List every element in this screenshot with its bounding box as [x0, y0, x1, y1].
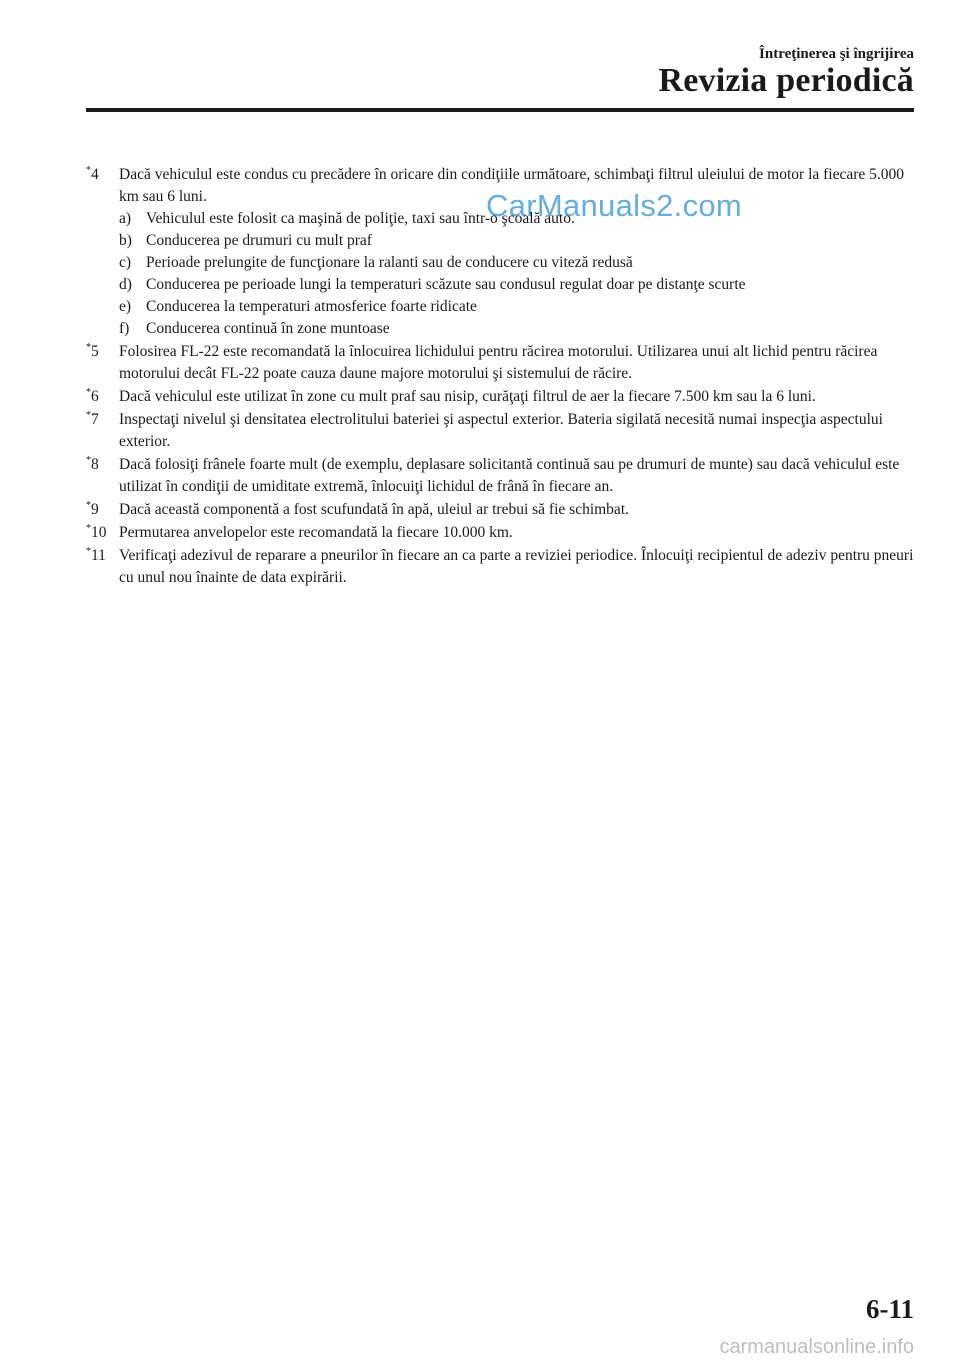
list-item: d) Conducerea pe perioade lungi la temperaturi scăzute sau condusul regulat doar pe distanţe scurte [119, 276, 746, 293]
note-text: Permutarea anvelopelor este recomandată la fiecare 10.000 km. [119, 524, 513, 541]
note-text: Verificaţi adezivul de reparare a pneurilor în fiecare an ca parte a reviziei periodice. Înlocuiţi recipientul de adeziv pentru pneuri cu unul nou înainte de data expirării. [119, 547, 914, 586]
note-number: *4 [86, 165, 99, 183]
list-item: f) Conducerea continuă în zone muntoase [119, 320, 390, 337]
note-number: *8 [86, 455, 99, 473]
header-section-label: Întreţinerea şi îngrijirea [759, 46, 914, 62]
page-title: Revizia periodică [658, 62, 914, 99]
note-text: Dacă vehiculul este utilizat în zone cu mult praf sau nisip, curăţaţi filtrul de aer la fiecare 7.500 km sau la 6 luni. [119, 388, 816, 405]
note-text: Dacă folosiţi frânele foarte mult (de exemplu, deplasare solicitantă continuă sau pe drumuri de munte) sau dacă vehiculul este utilizat în condiţii de umiditate extremă, înlocuiţi lichidul de frână în fiecare an. [119, 456, 900, 495]
note-10 [86, 522, 916, 544]
note-text: Dacă această componentă a fost scufundată în apă, uleiul ar trebui să fie schimbat. [119, 501, 629, 518]
list-item: c) Perioade prelungite de funcţionare la ralanti sau de conducere cu viteză redusă [119, 254, 633, 271]
note-number: *7 [86, 410, 99, 428]
notes-list [86, 164, 916, 590]
list-item: e) Conducerea la temperaturi atmosferice foarte ridicate [119, 298, 477, 315]
note-number: *9 [86, 500, 99, 518]
note-number: *5 [86, 342, 99, 360]
note-number: *10 [86, 523, 107, 541]
note-4 [86, 164, 916, 340]
page-number: 6-11 [865, 1294, 914, 1324]
note-11 [86, 545, 916, 589]
list-item: a) Vehiculul este folosit ca maşină de poliţie, taxi sau într-o şcoală auto. [119, 210, 575, 227]
list-item: b) Conducerea pe drumuri cu mult praf [119, 232, 372, 249]
note-text: Dacă vehiculul este condus cu precădere în oricare din condiţiile următoare, schimbaţi filtrul uleiului de motor la fiecare 5.000 km sau 6 luni. [119, 166, 905, 205]
note-number: *11 [86, 546, 106, 564]
note-5 [86, 341, 916, 385]
watermark-bottom: carmanualsonline.info [719, 1336, 914, 1358]
note-text: Inspectaţi nivelul şi densitatea electrolitului bateriei şi aspectul exterior. Bateria sigilată necesită numai inspecţia aspectului exterior. [119, 411, 883, 450]
note-7 [86, 409, 916, 453]
watermark-top: CarManuals2.com [486, 188, 743, 223]
note-text: Folosirea FL-22 este recomandată la înlocuirea lichidului pentru răcirea motorului. Utilizarea unui alt lichid pentru răcirea motorului decât FL-22 poate cauza daune majore motorului şi sistemului de răcire. [119, 343, 878, 382]
note-9 [86, 499, 916, 521]
note-number: *6 [86, 387, 99, 405]
note-8 [86, 454, 916, 498]
note-6 [86, 386, 916, 408]
note-sublist [119, 208, 916, 340]
header-divider [86, 108, 914, 112]
